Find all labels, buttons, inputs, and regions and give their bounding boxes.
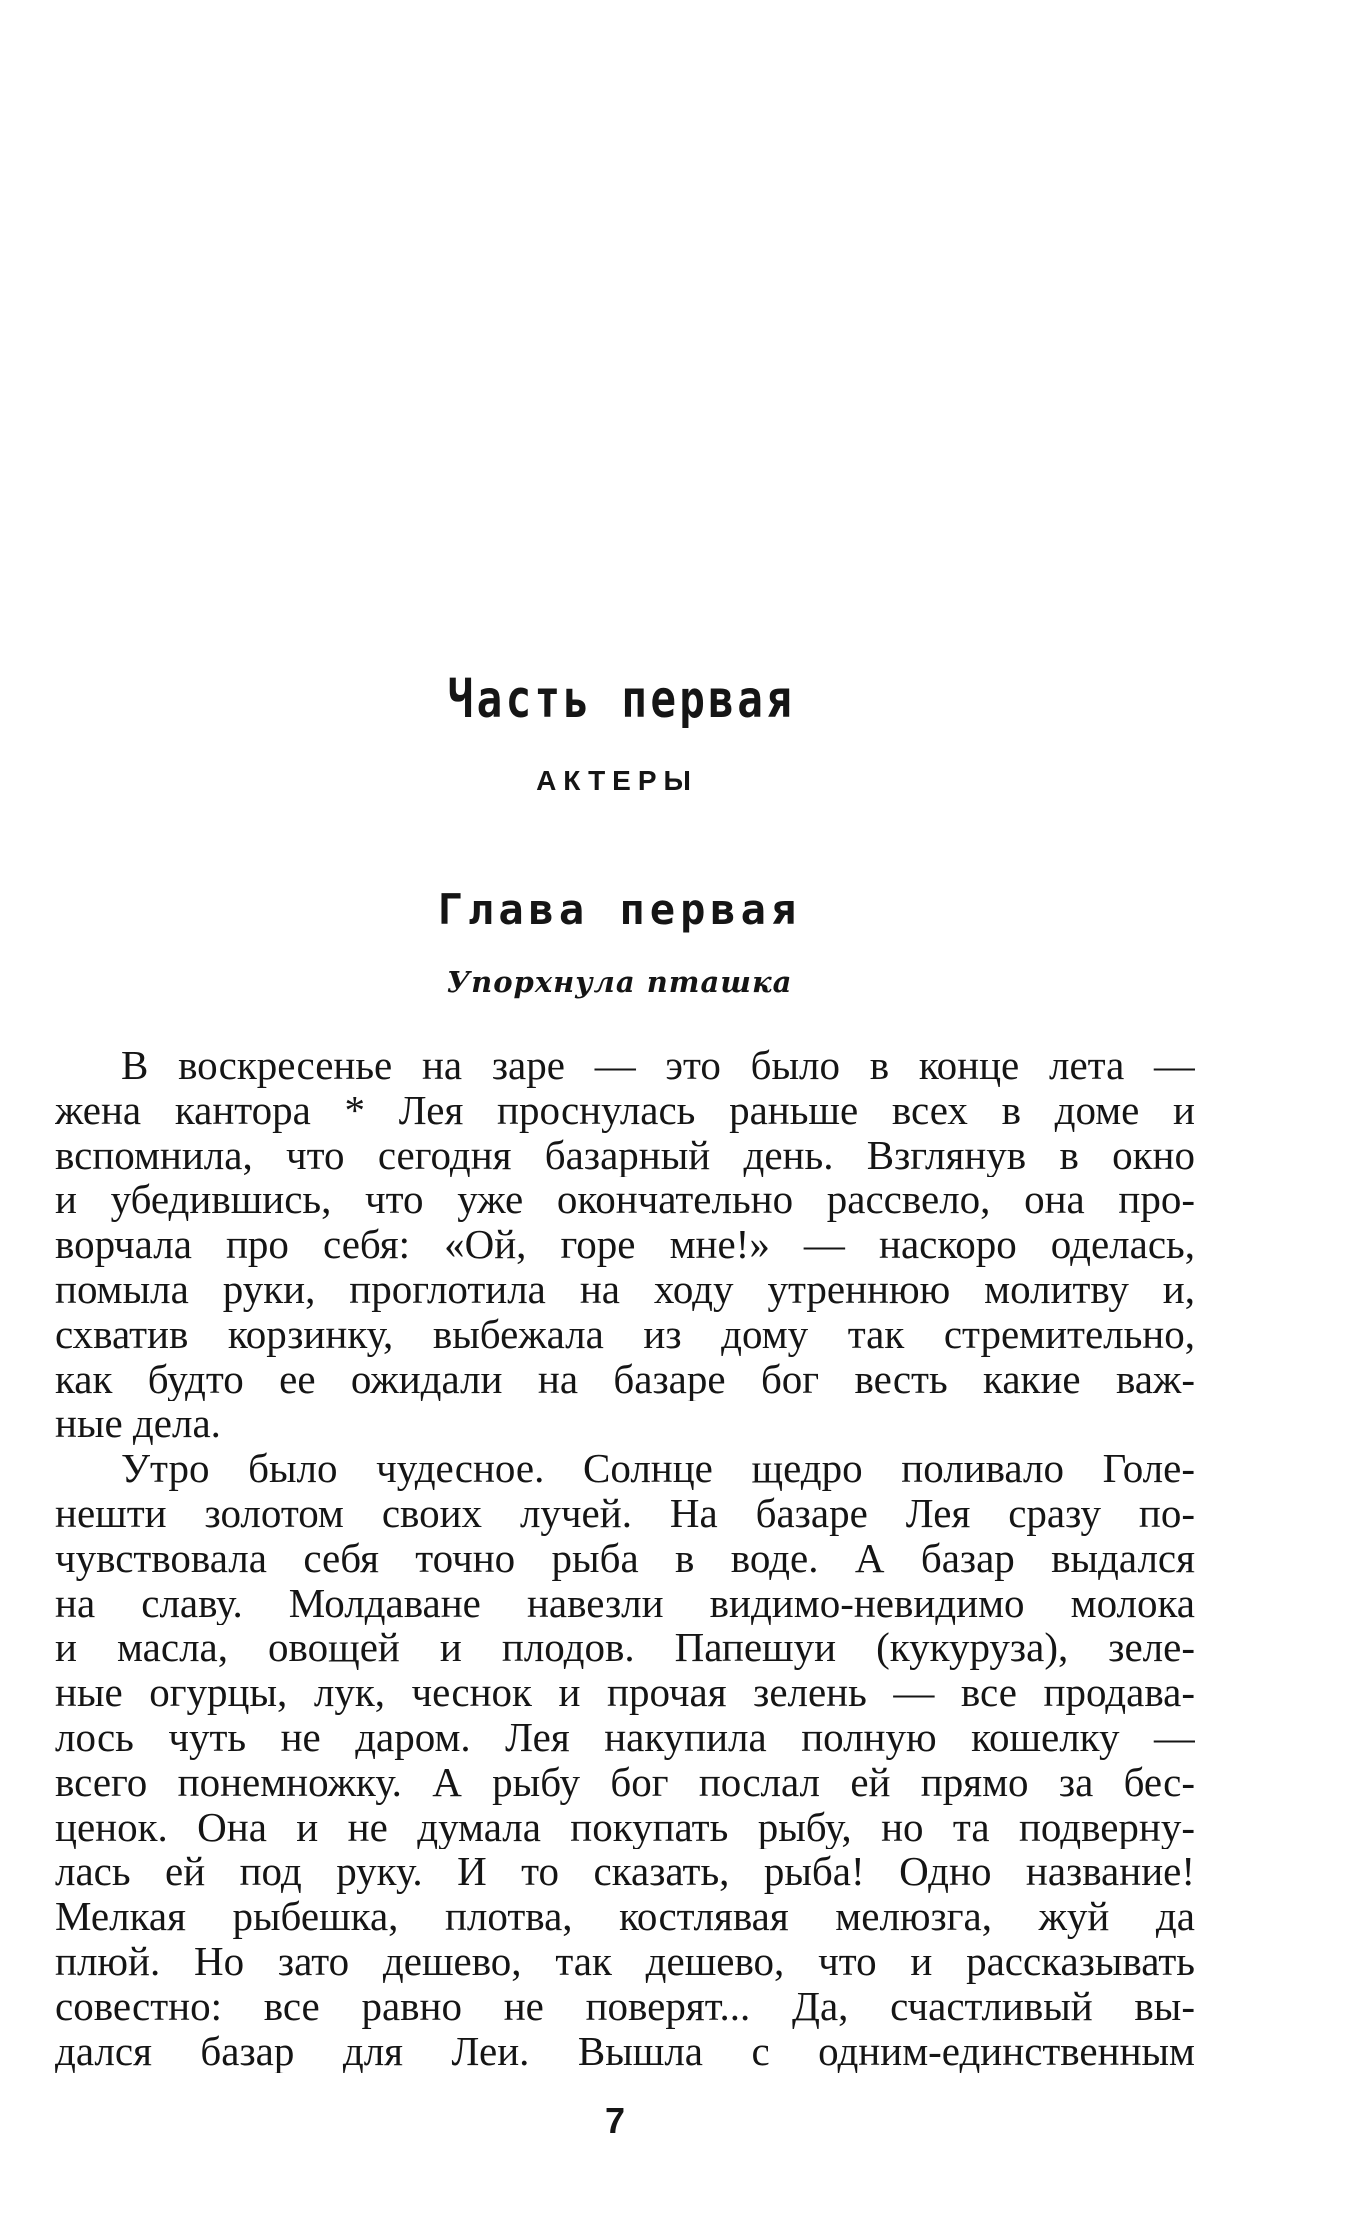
text-line: и масла, овощей и плодов. Папешуи (кукуруза), зеле-	[55, 1625, 1195, 1671]
text-line: на славу. Молдаване навезли видимо-невидимо молока	[55, 1580, 1195, 1626]
text-line: ворчала про себя: «Ой, горе мне!» — наскоро оделась,	[55, 1222, 1195, 1267]
text-line: Утро было чудесное. Солнце щедро поливало Голе-	[121, 1446, 1195, 1491]
text-line: ные дела.	[55, 1401, 221, 1447]
chapter-title: Глава первая	[437, 885, 802, 934]
text-line: нешти золотом своих лучей. На базаре Лея сразу по-	[55, 1490, 1195, 1536]
text-line: и убедившись, что уже окончательно рассвело, она про-	[55, 1177, 1195, 1223]
text-line: вспомнила, что сегодня базарный день. Взглянув в окно	[55, 1132, 1195, 1178]
text-line: схватив корзинку, выбежала из дому так стремительно,	[55, 1311, 1195, 1357]
text-line: совестно: все равно не поверят... Да, счастливый вы-	[55, 1983, 1195, 2029]
text-line: Мелкая рыбешка, плотва, костлявая мелюзга, жуй да	[55, 1894, 1195, 1939]
text-line: ные огурцы, лук, чеснок и прочая зелень — все продава-	[55, 1670, 1195, 1715]
chapter-subtitle: Упорхнула пташка	[446, 965, 793, 999]
text-line: помыла руки, проглотила на ходу утреннюю молитву и,	[55, 1266, 1195, 1312]
part-title: Часть первая	[447, 670, 796, 730]
text-line: чувствовала себя точно рыба в воде. А базар выдался	[55, 1535, 1195, 1581]
part-subtitle: АКТЕРЫ	[536, 765, 698, 796]
text-line: лась ей под руку. И то сказать, рыба! Одно название!	[55, 1849, 1195, 1895]
text-line: как будто ее ожидали на базаре бог весть какие важ-	[55, 1356, 1195, 1402]
text-line: дался базар для Леи. Вышла с одним-единственным	[55, 2028, 1195, 2074]
text-line: плюй. Но зато дешево, так дешево, что и рассказывать	[55, 1938, 1195, 1984]
text-line: всего понемножку. А рыбу бог послал ей прямо за бес-	[55, 1759, 1195, 1805]
body-text	[55, 1043, 1195, 2073]
text-line: В воскресенье на заре — это было в конце лета —	[121, 1043, 1195, 1088]
page-number: 7	[604, 2100, 626, 2141]
text-line: ценок. Она и не думала покупать рыбу, но та подверну-	[55, 1804, 1195, 1850]
text-line: лось чуть не даром. Лея накупила полную кошелку —	[55, 1714, 1195, 1760]
text-line: жена кантора * Лея проснулась раньше всех в доме и	[55, 1087, 1195, 1133]
